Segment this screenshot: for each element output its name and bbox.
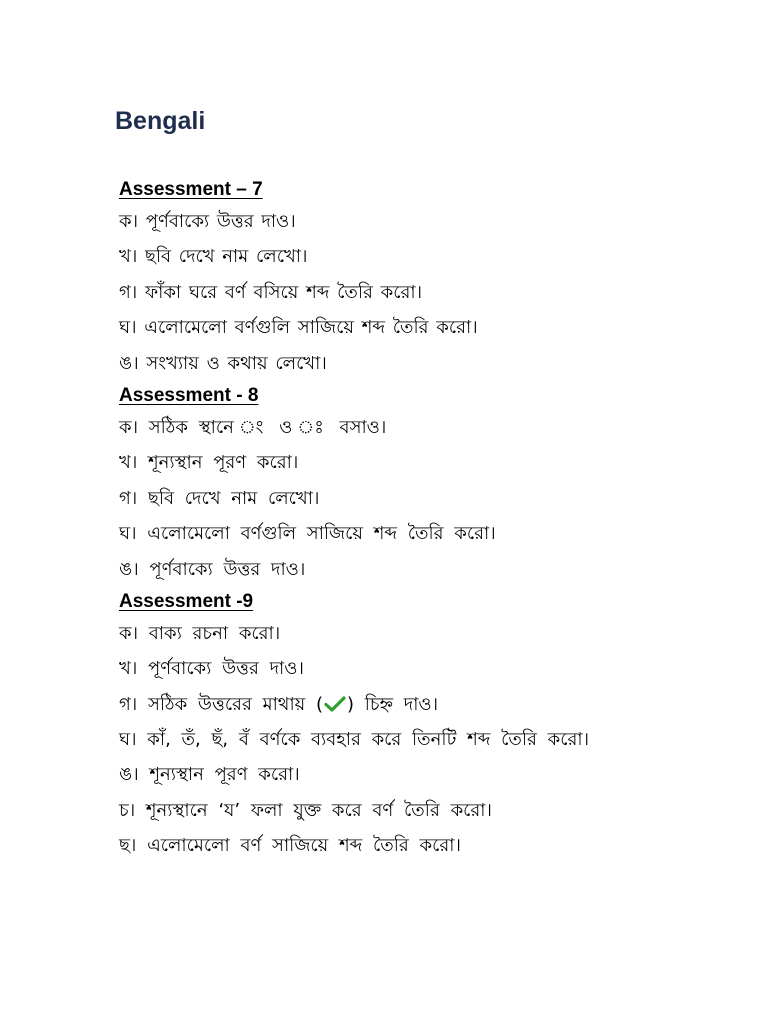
- list-item: ঙ। সংখ্যায় ও কথায় লেখো।: [119, 352, 327, 374]
- list-item: ক। পূর্ণবাক্যে উত্তর দাও।: [119, 211, 296, 232]
- list-item: ঙ। শূন্যস্থান পূরণ করো।: [119, 764, 300, 786]
- list-item-with-check: [119, 687, 749, 722]
- list-item: গ। ছবি দেখে নাম লেখো।: [119, 487, 320, 509]
- list-item: খ। ছবি দেখে নাম লেখো।: [119, 246, 308, 268]
- list-item: চ। শূন্যস্থানে ‘য’ ফলা যুক্ত করে বর্ণ তৈরি করো।: [119, 799, 492, 821]
- assessment-section-7: [119, 175, 749, 381]
- list-item-text-after: ) চিহ্ন দাও।: [347, 693, 439, 715]
- assessment-section-9: [119, 587, 749, 864]
- section-heading: Assessment -9: [119, 590, 254, 612]
- check-mark-icon: [324, 696, 346, 712]
- section-heading: Assessment – 7: [119, 179, 263, 200]
- list-item: খ। শূন্যস্থান পূরণ করো।: [119, 452, 299, 474]
- assessment-section-8: [119, 381, 749, 587]
- document-title: Bengali: [115, 107, 206, 135]
- list-item: ক। সঠিক স্থানে ং ও ঃ বসাও।: [119, 416, 387, 438]
- list-item: ক। বাক্য রচনা করো।: [119, 622, 281, 644]
- list-item-text-before: গ। সঠিক উত্তরের মাথায় (: [119, 693, 324, 715]
- section-heading: Assessment - 8: [119, 384, 259, 406]
- assessment-list: [119, 175, 749, 864]
- list-item: ঘ। এলোমেলো বর্ণগুলি সাজিয়ে শব্দ তৈরি করো।: [119, 317, 478, 339]
- list-item: ছ। এলোমেলো বর্ণ সাজিয়ে শব্দ তৈরি করো।: [119, 835, 461, 857]
- list-item: ঙ। পূর্ণবাক্যে উত্তর দাও।: [119, 558, 306, 580]
- list-item: গ। ফাঁকা ঘরে বর্ণ বসিয়ে শব্দ তৈরি করো।: [119, 281, 423, 303]
- list-item: খ। পূর্ণবাক্যে উত্তর দাও।: [119, 658, 304, 680]
- list-item: ঘ। এলোমেলো বর্ণগুলি সাজিয়ে শব্দ তৈরি করো।: [119, 523, 496, 545]
- list-item: ঘ। কাঁ, তঁ, ছঁ, বঁ বর্ণকে ব্যবহার করে তিনটি শব্দ তৈরি করো।: [119, 729, 590, 751]
